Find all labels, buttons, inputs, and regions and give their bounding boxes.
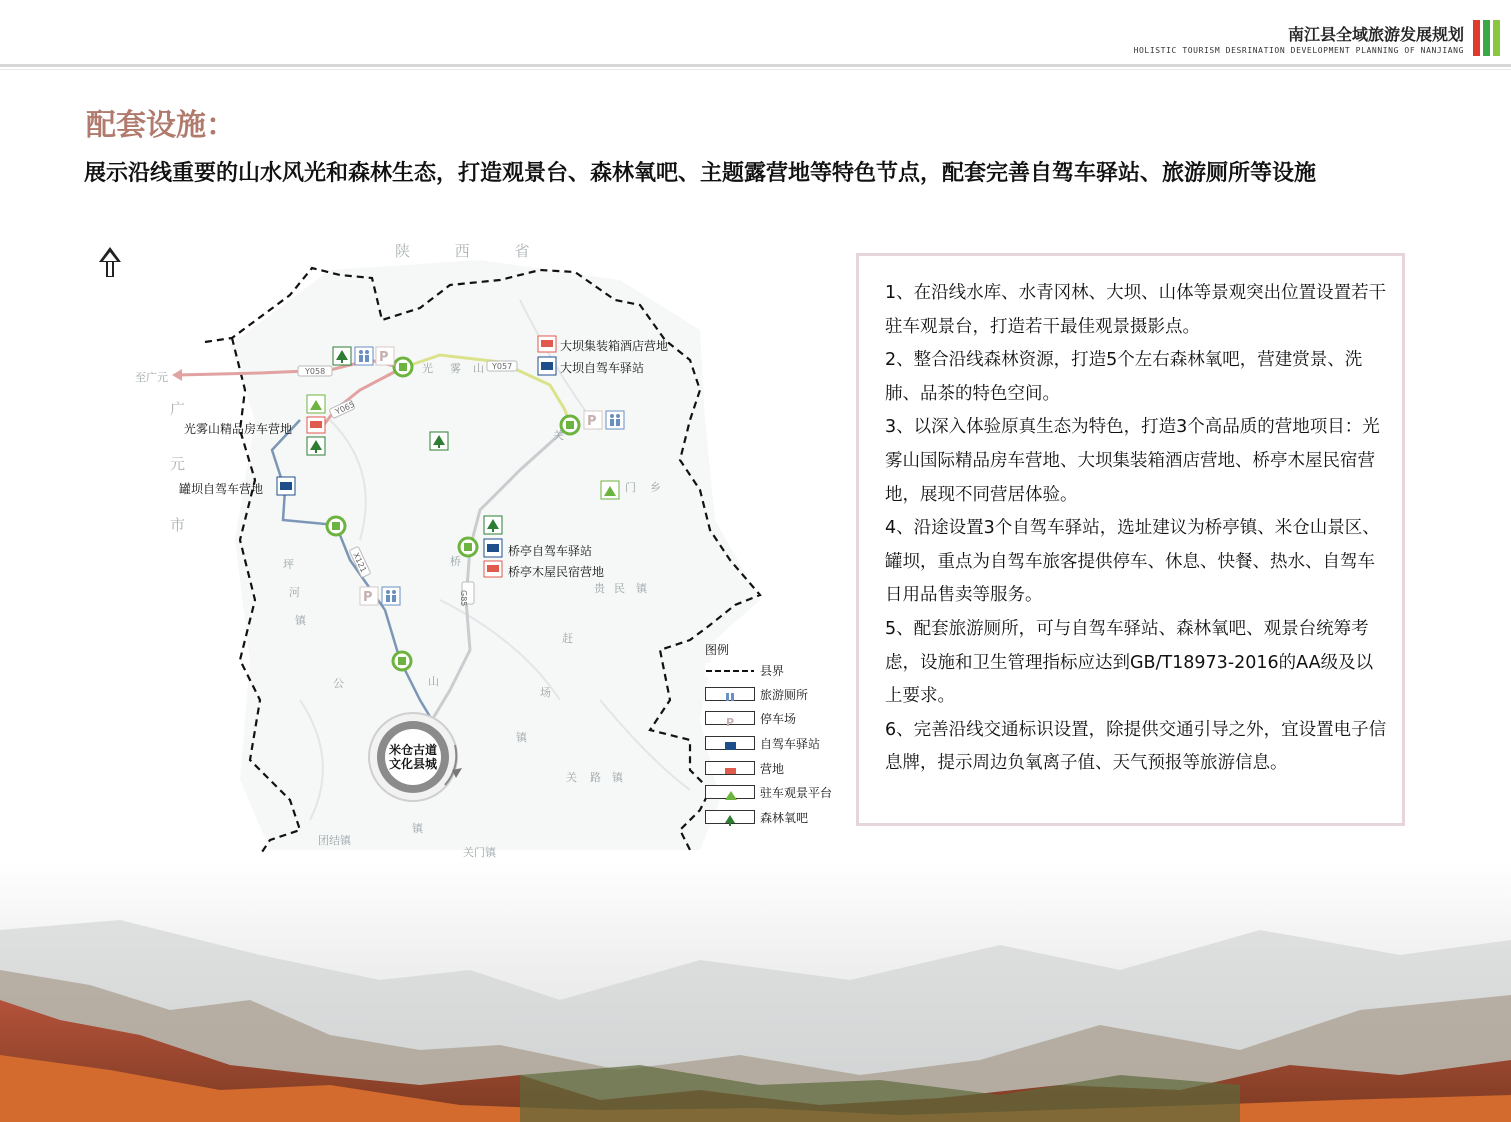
forest-icon [705, 810, 755, 824]
legend-label: 停车场 [760, 711, 797, 726]
place-label: 民 [614, 582, 625, 595]
place-label: 关 [566, 771, 577, 784]
place-label: 镇 [612, 771, 623, 784]
forest-icon [307, 437, 325, 455]
car-station-icon [538, 357, 556, 375]
viewpoint-icon [307, 395, 325, 413]
info-item: 5、配套旅游厕所，可与自驾车驿站、森林氧吧、观景台统筹考虑，设施和卫生管理指标应达到GB/T18973-2016的AA级及以上要求。 [885, 618, 1374, 707]
place-label: 乡 [650, 481, 661, 494]
region-label-shaanxi: 陕 西 省 [395, 242, 550, 260]
legend-item-boundary [705, 661, 784, 679]
svg-text:P: P [379, 350, 389, 365]
place-label: 光 [422, 362, 433, 375]
car-station-icon [705, 736, 755, 750]
label-daba-car-station: 大坝自驾车驿站 [560, 361, 645, 375]
camp-icon [484, 561, 502, 577]
place-label: 路 [590, 771, 601, 784]
parking-icon [705, 711, 755, 725]
toilet-icon [606, 411, 624, 429]
place-label: 山 [473, 362, 484, 375]
arrow-label-to-guangyuan: 至广元 [135, 371, 168, 384]
forest-icon [430, 432, 448, 450]
label-qiaoting-lodge-camp: 桥亭木屋民宿营地 [508, 565, 605, 579]
road-label-g85: G85 [459, 590, 468, 607]
viewpoint-icon [705, 785, 755, 799]
place-label: 关 [553, 429, 564, 442]
place-label: 镇 [295, 614, 306, 627]
legend-item-toilet [705, 685, 808, 703]
place-label: 场 [540, 686, 551, 699]
place-label: 河 [289, 586, 300, 599]
forest-icon [484, 516, 502, 534]
label-guanba-car-camp: 罐坝自驾车营地 [179, 482, 264, 496]
svg-text:P: P [726, 716, 735, 727]
place-label: 雾 [450, 362, 461, 375]
svg-text:P: P [363, 590, 373, 605]
parking-icon [376, 347, 394, 365]
toilet-icon [382, 587, 400, 605]
legend-label: 驻车观景平台 [760, 785, 833, 800]
legend-label: 县界 [760, 663, 785, 678]
legend-label: 营地 [760, 761, 785, 776]
place-label: 镇 [412, 822, 423, 835]
place-label: 坪 [283, 558, 294, 571]
label-qiaoting-car-station: 桥亭自驾车驿站 [508, 544, 593, 558]
legend-item-car-station [705, 734, 820, 752]
page-subtitle: 展示沿线重要的山水风光和森林生态，打造观景台、森林氧吧、主题露营地等特色节点，配套完善自驾车驿站、旅游厕所等设施 [84, 161, 1317, 186]
place-label: 桥 [450, 555, 461, 568]
toilet-icon [705, 687, 755, 701]
region-label-guangyuan-2: 元 [170, 455, 186, 473]
road-label-y065: Y065 [333, 399, 357, 417]
legend-item-camp [705, 759, 784, 777]
legend-item-forest [705, 808, 808, 826]
camp-icon [307, 417, 325, 433]
arrow-west-icon [172, 369, 182, 381]
info-item: 3、以深入体验原真生态为特色，打造3个高品质的营地项目：光雾山国际精品房车营地、大坝集装箱酒店营地、桥亭木屋民宿营地，展现不同营居体验。 [885, 417, 1380, 505]
place-label: 团结镇 [318, 834, 351, 847]
region-label-guangyuan-3: 市 [170, 516, 186, 534]
place-label: 镇 [636, 582, 647, 595]
section-title: 配套设施： [86, 108, 236, 143]
county-seat-label-line2: 文化县城 [388, 757, 437, 771]
legend-label: 旅游厕所 [760, 687, 809, 702]
place-label: 关门镇 [463, 846, 496, 859]
parking-icon [584, 411, 602, 429]
place-label: 赶 [562, 632, 573, 645]
car-station-icon [277, 477, 295, 495]
road-label-y058: Y058 [305, 367, 326, 376]
parking-icon [360, 587, 378, 605]
svg-text:P: P [587, 414, 597, 429]
place-label: 贵 [594, 582, 605, 595]
road-label-x121: X121 [351, 551, 369, 574]
info-list [885, 277, 1390, 781]
place-label: 公 [333, 677, 344, 690]
road-label-y057: Y057 [492, 362, 513, 371]
camp-icon [538, 336, 556, 352]
legend-label: 森林氧吧 [760, 810, 809, 825]
info-item: 2、整合沿线森林资源，打造5个左右森林氧吧，营建赏景、洗肺、品茶的特色空间。 [885, 350, 1363, 404]
info-item: 6、完善沿线交通标识设置，除提供交通引导之外，宜设置电子信息牌，提示周边负氧离子值、天气预报等旅游信息。 [885, 719, 1387, 774]
toilet-icon [355, 347, 373, 365]
place-label: 门 [625, 481, 636, 494]
dashed-boundary-icon [705, 663, 755, 677]
viewpoint-icon [601, 481, 619, 499]
legend-title: 图例 [705, 643, 730, 657]
county-seat-label [387, 743, 439, 771]
label-guangwu-rv-camp: 光雾山精品房车营地 [184, 422, 293, 436]
info-item: 4、沿途设置3个自驾车驿站，选址建议为桥亭镇、米仓山景区、罐坝，重点为自驾车旅客提供停车、休息、快餐、热水、自驾车日用品售卖等服务。 [885, 518, 1380, 606]
header-title: 南江县全域旅游发展规划 [1287, 25, 1464, 44]
region-label-guangyuan-1: 广 [170, 400, 186, 418]
forest-icon [333, 347, 351, 365]
legend-label: 自驾车驿站 [760, 736, 821, 751]
info-item: 1、在沿线水库、水青冈林、大坝、山体等景观突出位置设置若干驻车观景台，打造若干最佳观景摄影点。 [885, 283, 1387, 337]
autumn-mountain-photo [0, 860, 1511, 1122]
place-label: 山 [428, 675, 439, 688]
legend-item-viewpoint [705, 783, 832, 801]
place-label: 镇 [516, 731, 527, 744]
county-seat-label-line1: 米仓古道 [388, 743, 437, 757]
label-daba-container-camp: 大坝集装箱酒店营地 [560, 339, 669, 353]
legend-item-parking [705, 709, 796, 727]
camp-icon [705, 761, 755, 775]
north-arrow-icon [99, 247, 121, 277]
header-subtitle: HOLISTIC TOURISM DESRINATION DEVELOPMENT PLANNING OF NANJIANG [1133, 46, 1464, 55]
car-station-icon [484, 539, 502, 557]
